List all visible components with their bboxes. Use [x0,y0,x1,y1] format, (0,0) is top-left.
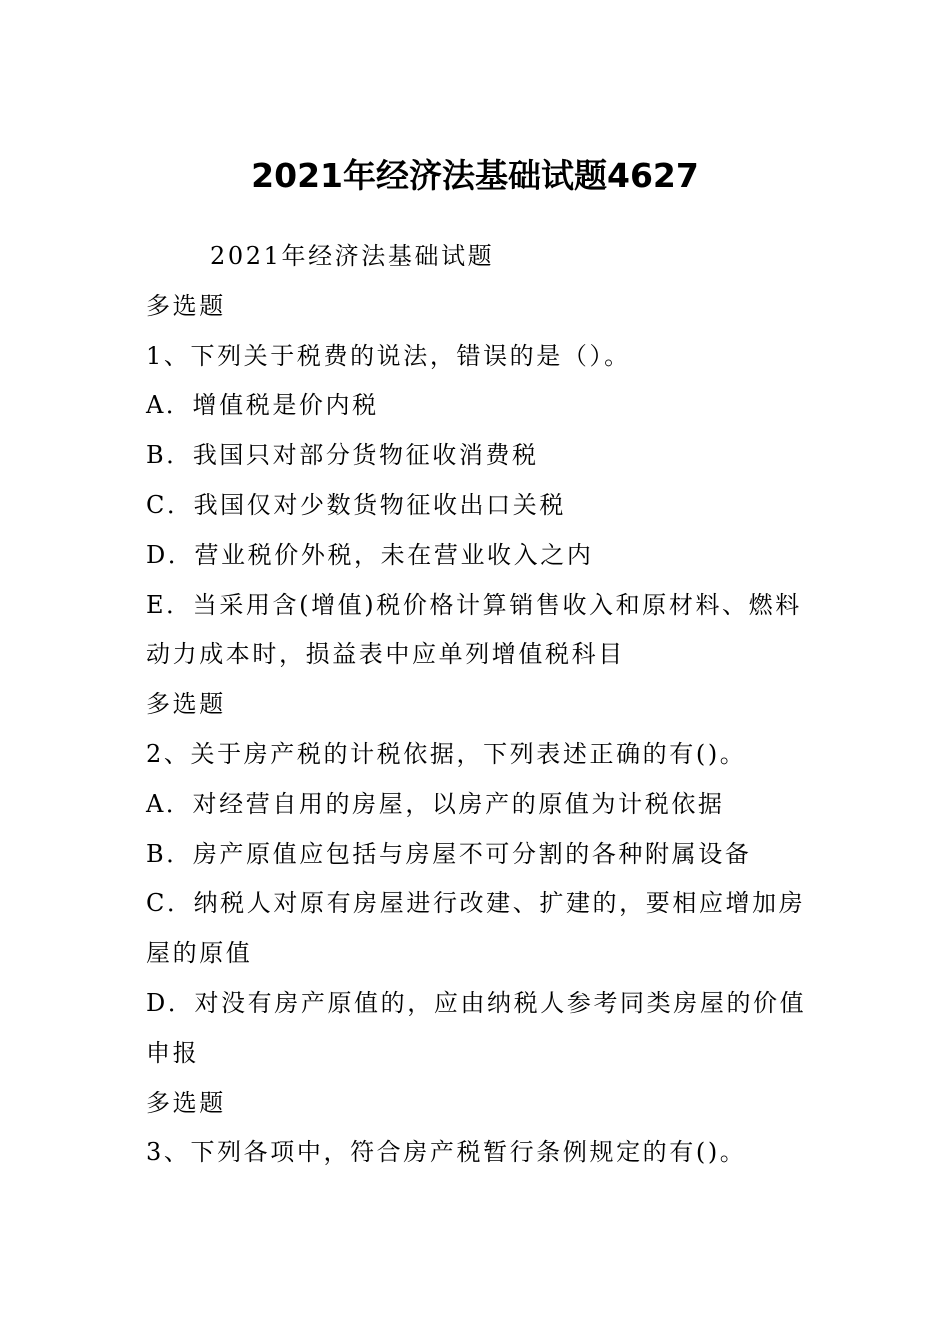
question-2-option-a: A．对经营自用的房屋，以房产的原值为计税依据 [146,789,725,818]
question-1-option-b: B．我国只对部分货物征收消费税 [146,441,539,470]
question-1-option-e: E．当采用含(增值)税价格计算销售收入和原材料、燃料动力成本时，损益表中应单列增值税科目 [146,590,802,669]
question-1-option-d: D．营业税价外税，未在营业收入之内 [146,540,594,569]
question-1: 1、下列关于税费的说法，错误的是（）。 [146,341,631,370]
question-1-option-c: C．我国仅对少数货物征收出口关税 [146,490,566,519]
question-2-option-d: D．对没有房产原值的，应由纳税人参考同类房屋的价值申报 [146,988,807,1067]
question-3: 3、下列各项中，符合房产税暂行条例规定的有()。 [146,1138,747,1167]
section-label: 多选题 [146,690,226,719]
document-subtitle: 2021年经济法基础试题 [210,242,495,270]
question-1-option-a: A．增值税是价内税 [146,391,379,420]
question-2: 2、关于房产税的计税依据，下列表述正确的有()。 [146,739,747,768]
section-label: 多选题 [146,1088,226,1117]
question-2-option-c: C．纳税人对原有房屋进行改建、扩建的，要相应增加房屋的原值 [146,889,806,968]
question-2-option-b: B．房产原值应包括与房屋不可分割的各种附属设备 [146,839,752,868]
section-label: 多选题 [146,291,226,320]
document-title: 2021年经济法基础试题4627 [251,156,699,196]
document-body [146,232,811,1178]
